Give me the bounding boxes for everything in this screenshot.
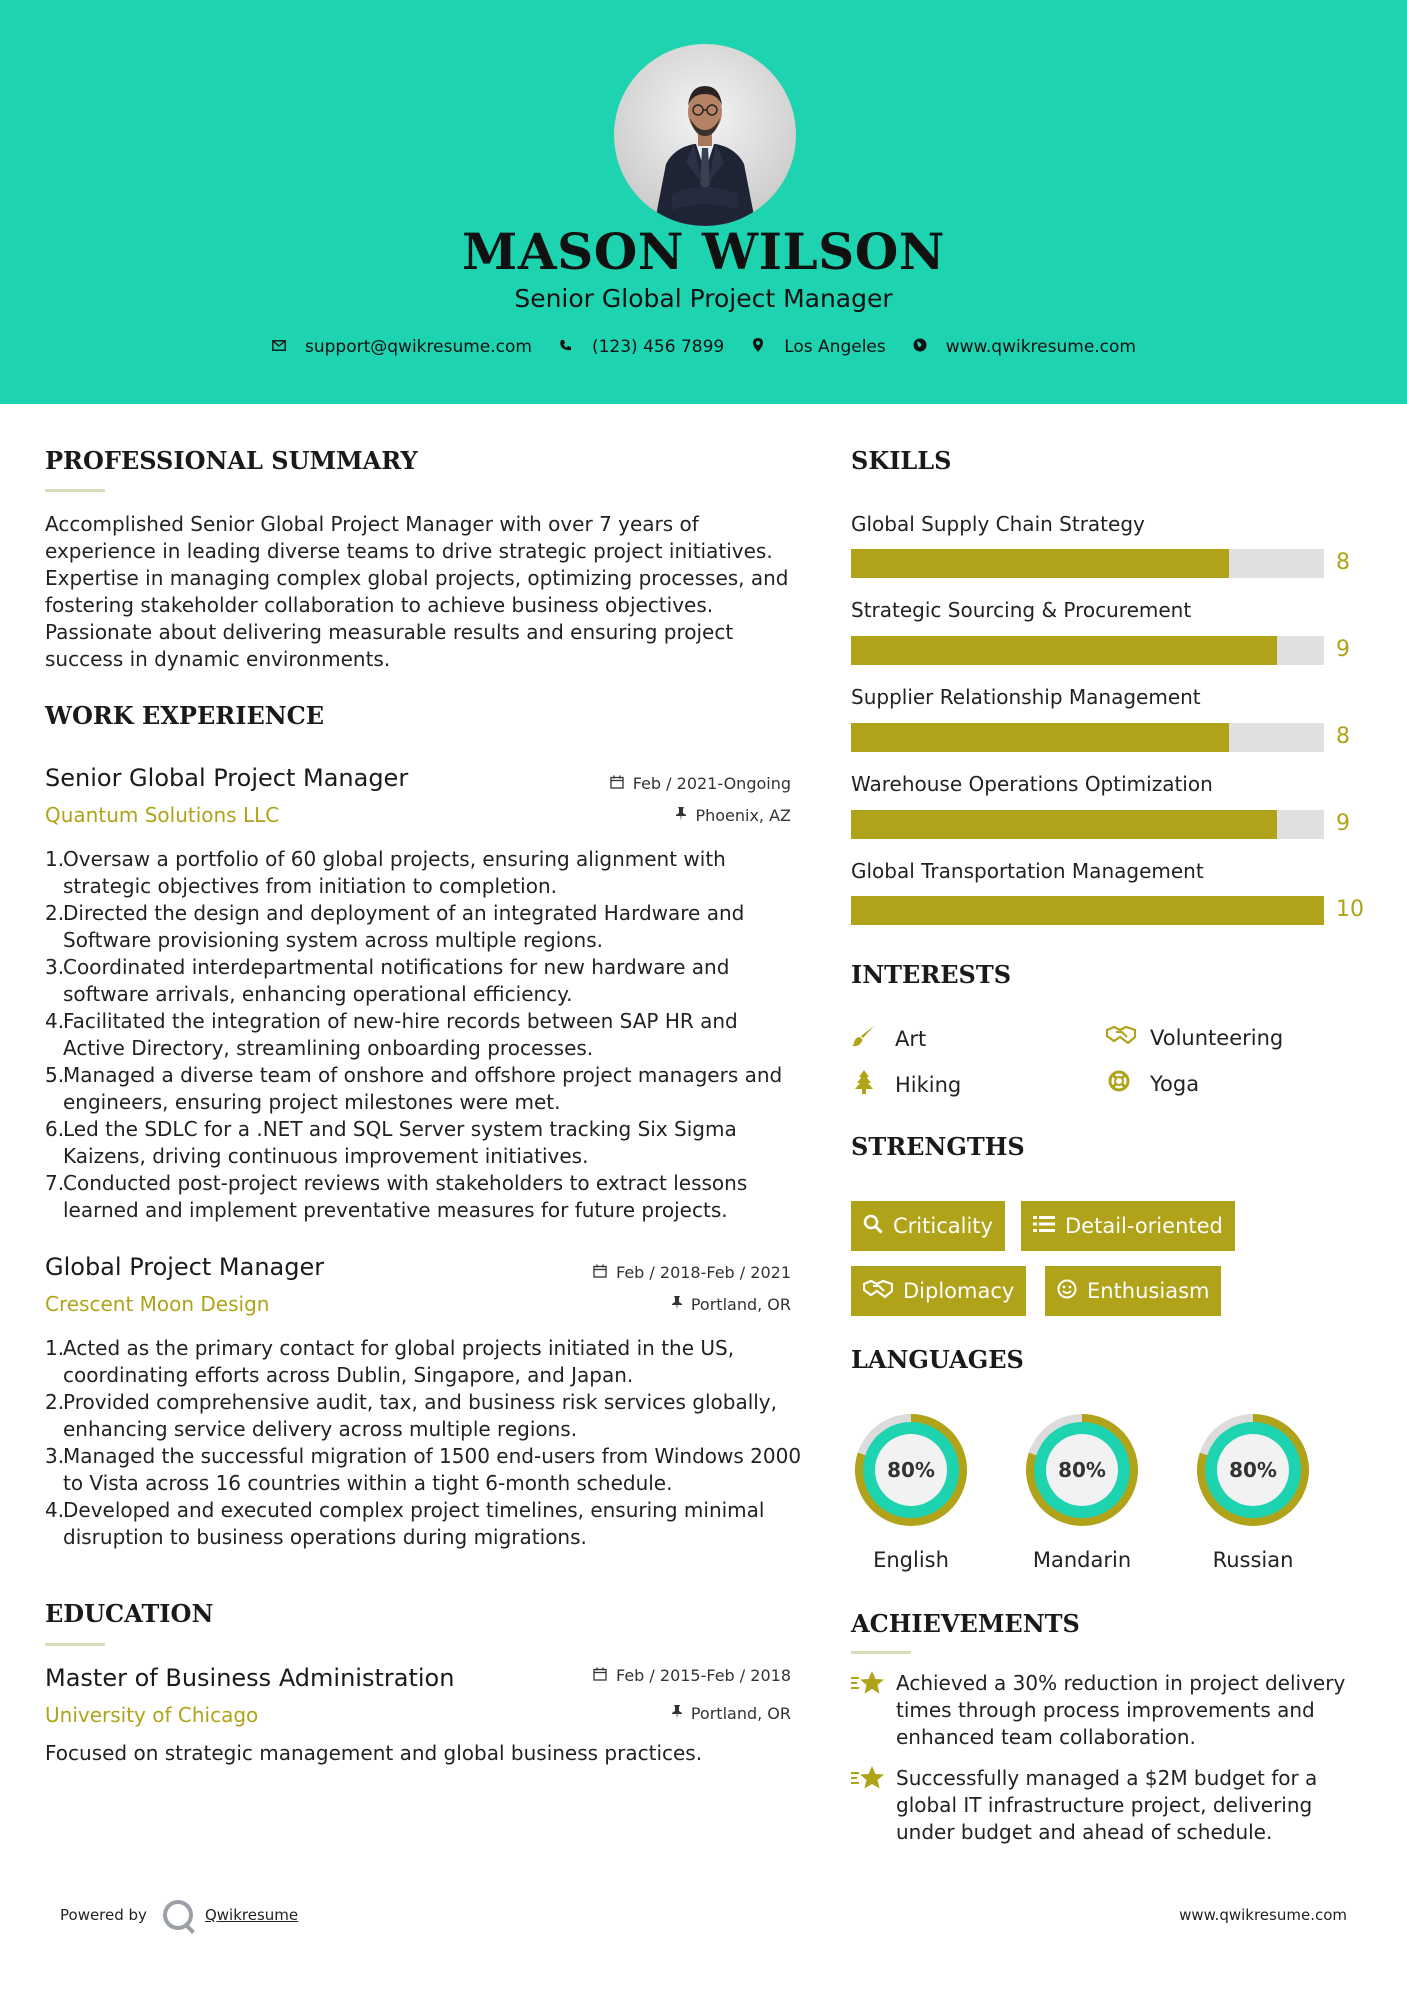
skill-bar-track — [851, 636, 1324, 665]
skill-value: 10 — [1336, 897, 1364, 922]
footer-url[interactable]: www.qwikresume.com — [1179, 1906, 1347, 1924]
skill-label: Supplier Relationship Management — [851, 685, 1201, 709]
achievement-text: Successfully managed a $2M budget for a global IT infrastructure project, delivering under budget and ahead of schedule. — [896, 1766, 1318, 1844]
language-name: Russian — [1212, 1548, 1294, 1572]
summary-underline — [45, 489, 105, 492]
language-percent: 80% — [1229, 1458, 1277, 1482]
job-dates-text: Feb / 2018-Feb / 2021 — [616, 1263, 791, 1282]
education-description: Focused on strategic management and global business practices. — [45, 1741, 703, 1765]
strength-tag — [1021, 1201, 1235, 1251]
strength-tag — [1045, 1266, 1221, 1316]
skill-label: Global Supply Chain Strategy — [851, 512, 1145, 536]
summary-heading: PROFESSIONAL SUMMARY — [45, 446, 418, 475]
contact-email-text: support@qwikresume.com — [305, 337, 532, 357]
list-item: 2. Directed the design and deployment of an integrated Hardware and Software provisioning system across multiple regions. — [45, 901, 745, 952]
job-dates-text: Feb / 2021-Ongoing — [632, 774, 791, 793]
thumbtack-icon — [672, 1705, 682, 1723]
job-company: Crescent Moon Design — [45, 1292, 270, 1316]
achievements-heading: ACHIEVEMENTS — [851, 1609, 1080, 1638]
languages-heading: LANGUAGES — [851, 1345, 1024, 1374]
contact-website[interactable] — [912, 337, 1136, 357]
interests-heading: INTERESTS — [851, 960, 1012, 989]
list-item: 3. Managed the successful migration of 1500 end-users from Windows 2000 to Vista across 16 countries within a tight 6-month schedule. — [45, 1444, 802, 1495]
list-item: 4. Facilitated the integration of new-hire records between SAP HR and Active Directory, streamlining onboarding processes. — [45, 1009, 738, 1060]
map-marker-icon — [750, 338, 766, 356]
education-location — [500, 1704, 791, 1723]
qwikresume-logo-icon — [163, 1900, 193, 1930]
interest-label: Volunteering — [1150, 1025, 1284, 1050]
achievements-underline — [851, 1651, 911, 1654]
list-item: 4. Developed and executed complex project timelines, ensuring minimal disruption to business operations during migrations. — [45, 1498, 765, 1549]
job-title: Global Project Manager — [45, 1253, 325, 1281]
interest-label: Art — [895, 1026, 927, 1051]
candidate-name: MASON WILSON — [462, 222, 945, 281]
achievement-item — [851, 1765, 1371, 1846]
list-icon — [1033, 1215, 1055, 1238]
job-dates — [500, 774, 791, 793]
list-item: 6. Led the SDLC for a .NET and SQL Server system tracking Six Sigma Kaizens, driving continuous improvement initiatives. — [45, 1117, 737, 1168]
skill-bar-fill — [851, 549, 1229, 578]
handshake-icon — [863, 1279, 893, 1304]
job-location — [500, 1295, 791, 1314]
skill-bar-fill — [851, 723, 1229, 752]
job-title: Senior Global Project Manager — [45, 764, 409, 792]
paintbrush-icon — [851, 1025, 877, 1052]
header-banner — [0, 0, 1407, 404]
job-company: Quantum Solutions LLC — [45, 803, 280, 827]
brand-link[interactable]: Qwikresume — [204, 1906, 299, 1924]
profile-photo — [614, 44, 796, 226]
language-name: English — [873, 1548, 949, 1572]
achievement-item — [851, 1670, 1371, 1751]
contact-phone-text: (123) 456 7899 — [591, 337, 725, 357]
thumbtack-icon — [676, 807, 686, 825]
language-percent: 80% — [1058, 1458, 1106, 1482]
skill-bar-track — [851, 810, 1324, 839]
education-dates-text: Feb / 2015-Feb / 2018 — [616, 1666, 791, 1685]
calendar-icon — [593, 1264, 607, 1282]
summary-text: Accomplished Senior Global Project Manager with over 7 years of experience in leading diverse teams to drive strategic project initiatives. Expertise in managing complex global projects, optimizing processes, and fostering stakeholder collaboration to achieve business objectives. Passionate about delivering measurable results and ensuring project success in dynamic environments. — [45, 512, 789, 671]
skill-value: 9 — [1336, 811, 1350, 836]
strength-label: Enthusiasm — [1087, 1279, 1210, 1303]
interest-item — [851, 1025, 926, 1052]
list-item: 3. Coordinated interdepartmental notifications for new hardware and software arrivals, enhancing operational efficiency. — [45, 955, 730, 1006]
skill-label: Warehouse Operations Optimization — [851, 772, 1213, 796]
list-item: 1. Oversaw a portfolio of 60 global projects, ensuring alignment with strategic objectives from initiation to completion. — [45, 847, 726, 898]
contact-bar — [0, 337, 1407, 357]
skill-label: Strategic Sourcing & Procurement — [851, 598, 1192, 622]
contact-location — [750, 337, 886, 357]
job-dates — [500, 1263, 791, 1282]
language-item — [849, 1408, 973, 1572]
calendar-icon — [593, 1667, 607, 1685]
language-percent: 80% — [887, 1458, 935, 1482]
strength-tag — [851, 1201, 1005, 1251]
school-name: University of Chicago — [45, 1703, 259, 1727]
experience-heading: WORK EXPERIENCE — [45, 701, 325, 730]
contact-location-text: Los Angeles — [784, 337, 886, 357]
skills-heading: SKILLS — [851, 446, 952, 475]
globe-icon — [912, 338, 928, 356]
strength-label: Detail-oriented — [1065, 1214, 1223, 1238]
skill-label: Global Transportation Management — [851, 859, 1204, 883]
strength-tag — [851, 1266, 1026, 1316]
candidate-title: Senior Global Project Manager — [514, 284, 893, 313]
skill-bar-track — [851, 896, 1324, 925]
list-item: 2. Provided comprehensive audit, tax, and business risk services globally, enhancing service delivery across multiple regions. — [45, 1390, 778, 1441]
list-item: 7. Conducted post-project reviews with stakeholders to extract lessons learned and implement preventative measures for future projects. — [45, 1171, 748, 1222]
skill-value: 8 — [1336, 550, 1350, 575]
interest-item — [1106, 1070, 1199, 1097]
star-icon — [851, 1765, 885, 1846]
contact-phone[interactable] — [558, 337, 724, 357]
interest-item — [1106, 1025, 1283, 1050]
education-heading: EDUCATION — [45, 1599, 214, 1628]
job-duties-list — [45, 846, 805, 1224]
job-location-text: Portland, OR — [690, 1295, 791, 1314]
skill-bar-track — [851, 549, 1324, 578]
skill-bar-fill — [851, 810, 1277, 839]
skill-bar-track — [851, 723, 1324, 752]
skill-value: 8 — [1336, 724, 1350, 749]
degree-title: Master of Business Administration — [45, 1664, 455, 1692]
language-item — [1020, 1408, 1144, 1572]
calendar-icon — [610, 775, 624, 793]
job-location-text: Phoenix, AZ — [695, 806, 791, 825]
skill-value: 9 — [1336, 637, 1350, 662]
interest-label: Yoga — [1150, 1071, 1200, 1096]
life-ring-icon — [1106, 1070, 1132, 1097]
job-location — [500, 806, 791, 825]
language-name: Mandarin — [1032, 1548, 1132, 1572]
phone-icon — [558, 339, 574, 356]
footer-powered-by — [60, 1900, 298, 1930]
contact-email[interactable] — [271, 337, 532, 357]
list-item: 1. Acted as the primary contact for global projects initiated in the US, coordinating efforts across Dublin, Singapore, and Japan. — [45, 1336, 735, 1387]
strength-label: Criticality — [893, 1214, 993, 1238]
education-location-text: Portland, OR — [690, 1704, 791, 1723]
interest-item — [851, 1070, 961, 1099]
language-item — [1191, 1408, 1315, 1572]
thumbtack-icon — [672, 1296, 682, 1314]
envelope-icon — [271, 339, 287, 355]
job-duties-list — [45, 1335, 805, 1551]
smile-icon — [1057, 1279, 1077, 1304]
contact-website-text: www.qwikresume.com — [945, 337, 1136, 357]
interest-label: Hiking — [895, 1072, 962, 1097]
search-icon — [863, 1214, 883, 1239]
strength-label: Diplomacy — [903, 1279, 1015, 1303]
powered-by-label: Powered by — [60, 1906, 147, 1924]
education-underline — [45, 1643, 105, 1646]
star-icon — [851, 1670, 885, 1751]
skill-bar-fill — [851, 636, 1277, 665]
strengths-heading: STRENGTHS — [851, 1132, 1025, 1161]
education-dates — [500, 1666, 791, 1685]
achievement-text: Achieved a 30% reduction in project delivery times through process improvements and enhanced team collaboration. — [896, 1671, 1346, 1749]
tree-icon — [851, 1070, 877, 1099]
list-item: 5. Managed a diverse team of onshore and offshore project managers and engineers, ensuring project milestones were met. — [45, 1063, 783, 1114]
handshake-icon — [1106, 1025, 1132, 1050]
skill-bar-fill — [851, 896, 1324, 925]
